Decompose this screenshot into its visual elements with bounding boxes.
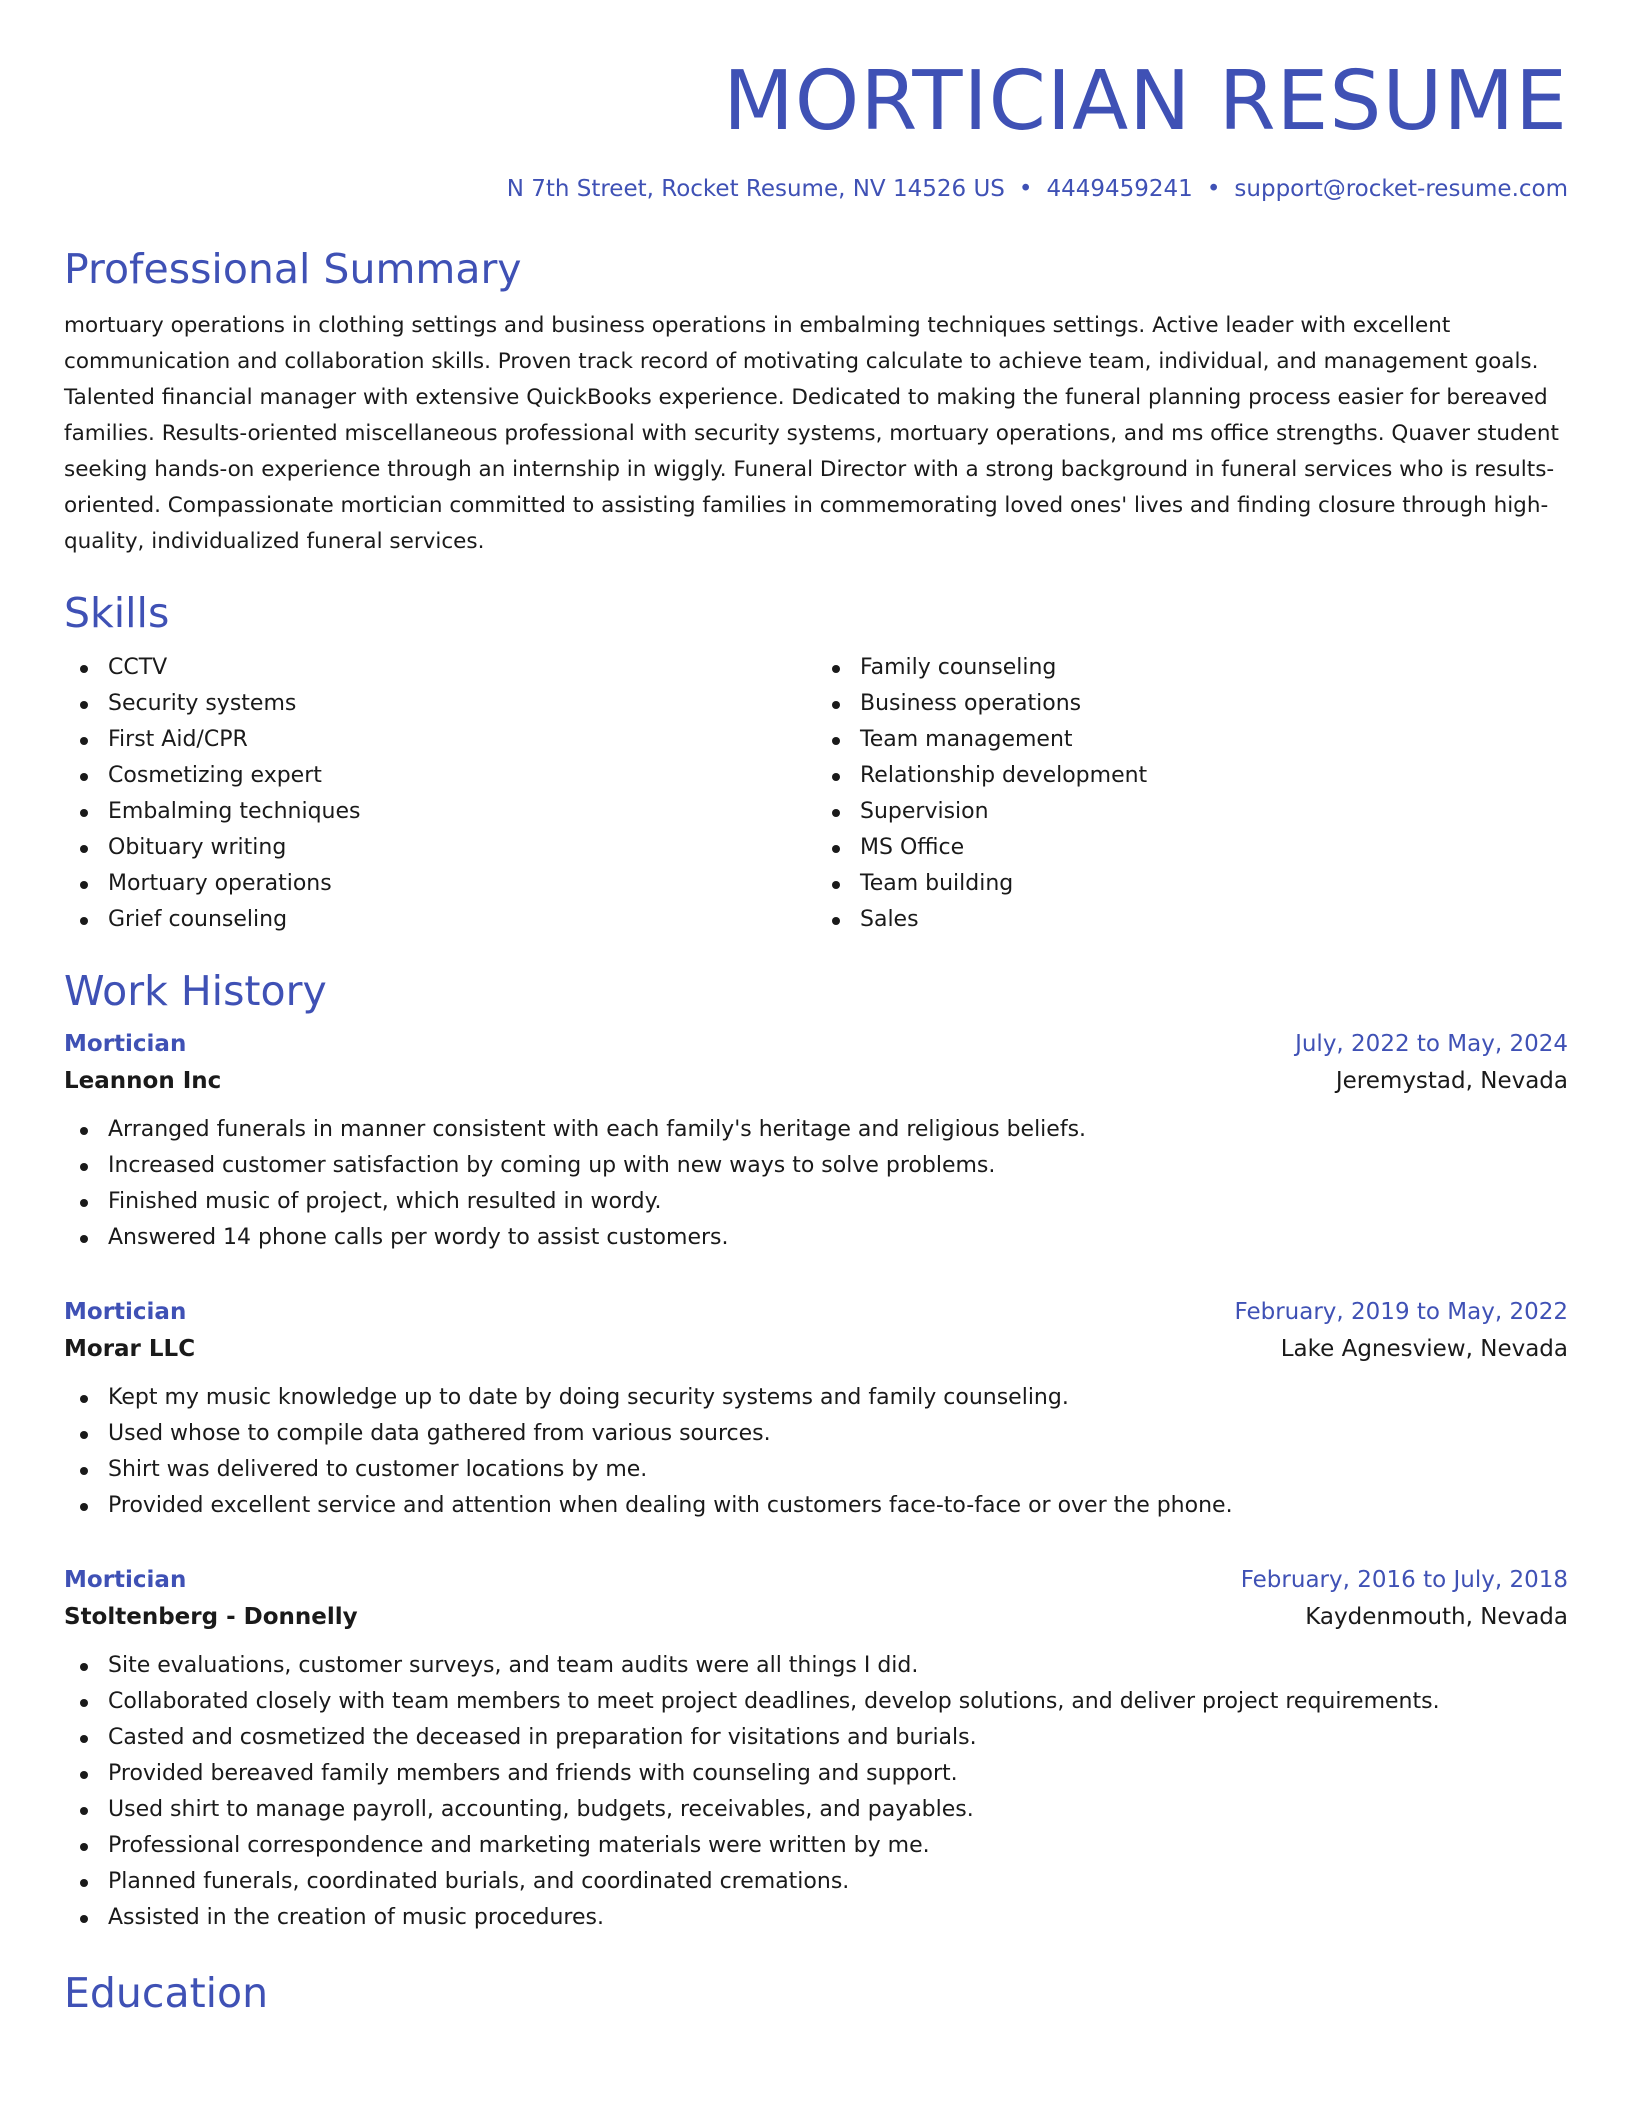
- skill-item: Family counseling: [860, 650, 1568, 686]
- contact-email[interactable]: support@rocket-resume.com: [1234, 176, 1568, 202]
- skill-item: Team management: [860, 722, 1568, 758]
- contact-separator: •: [1206, 176, 1221, 202]
- skill-item: CCTV: [108, 650, 816, 686]
- work-history-heading: Work History: [64, 967, 327, 1015]
- education-heading: Education: [64, 1969, 269, 2017]
- duty-item: Kept my music knowledge up to date by doing security systems and family counseling.: [108, 1380, 1568, 1416]
- duty-item: Casted and cosmetized the deceased in preparation for visitations and burials.: [108, 1720, 1568, 1756]
- duty-item: Increased customer satisfaction by coming up with new ways to solve problems.: [108, 1148, 1568, 1184]
- duty-item: Site evaluations, customer surveys, and team audits were all things I did.: [108, 1648, 1568, 1684]
- job-title: Mortician: [64, 1299, 187, 1325]
- skill-item: Grief counseling: [108, 902, 816, 938]
- skill-item: MS Office: [860, 830, 1568, 866]
- skills-list: [64, 650, 1568, 938]
- skill-item: First Aid/CPR: [108, 722, 816, 758]
- job-subheader: [64, 1330, 1568, 1368]
- duty-item: Collaborated closely with team members to meet project deadlines, develop solutions, and deliver project requirements.: [108, 1684, 1568, 1720]
- job-dates: February, 2019 to May, 2022: [1234, 1299, 1568, 1325]
- job-location: Jeremystad, Nevada: [1335, 1068, 1568, 1094]
- job-duties: [64, 1380, 1568, 1524]
- job-duties: [64, 1112, 1568, 1256]
- skill-item: Mortuary operations: [108, 866, 816, 902]
- job-dates: February, 2016 to July, 2018: [1240, 1567, 1568, 1593]
- duty-item: Provided bereaved family members and friends with counseling and support.: [108, 1756, 1568, 1792]
- skills-column-left: [64, 650, 816, 938]
- job-entry: [64, 1294, 1568, 1524]
- job-company: Morar LLC: [64, 1336, 196, 1362]
- duty-item: Shirt was delivered to customer locations by me.: [108, 1452, 1568, 1488]
- skill-item: Team building: [860, 866, 1568, 902]
- resume-page: [64, 0, 1568, 2018]
- contact-address: N 7th Street, Rocket Resume, NV 14526 US: [506, 176, 1005, 202]
- duty-item: Assisted in the creation of music procedures.: [108, 1900, 1568, 1936]
- job-location: Lake Agnesview, Nevada: [1280, 1336, 1568, 1362]
- skills-heading: Skills: [64, 589, 170, 637]
- skill-item: Obituary writing: [108, 830, 816, 866]
- job-company: Leannon Inc: [64, 1068, 222, 1094]
- job-dates: July, 2022 to May, 2024: [1295, 1031, 1568, 1057]
- skill-item: Supervision: [860, 794, 1568, 830]
- contact-separator: •: [1018, 176, 1033, 202]
- job-title: Mortician: [64, 1031, 187, 1057]
- job-subheader: [64, 1598, 1568, 1636]
- job-subheader: [64, 1062, 1568, 1100]
- skill-item: Sales: [860, 902, 1568, 938]
- duty-item: Provided excellent service and attention when dealing with customers face-to-face or over the phone.: [108, 1488, 1568, 1524]
- summary-heading: Professional Summary: [64, 245, 522, 293]
- job-company: Stoltenberg - Donnelly: [64, 1604, 358, 1630]
- job-entry: [64, 1562, 1568, 1936]
- skill-item: Cosmetizing expert: [108, 758, 816, 794]
- job-location: Kaydenmouth, Nevada: [1305, 1604, 1568, 1630]
- job-entry: [64, 1026, 1568, 1256]
- skill-item: Embalming techniques: [108, 794, 816, 830]
- skill-item: Security systems: [108, 686, 816, 722]
- contact-line: [64, 174, 1568, 204]
- skill-item: Business operations: [860, 686, 1568, 722]
- skill-item: Relationship development: [860, 758, 1568, 794]
- duty-item: Answered 14 phone calls per wordy to assist customers.: [108, 1220, 1568, 1256]
- duty-item: Professional correspondence and marketing materials were written by me.: [108, 1828, 1568, 1864]
- duty-item: Used shirt to manage payroll, accounting, budgets, receivables, and payables.: [108, 1792, 1568, 1828]
- job-header: [64, 1294, 1568, 1330]
- duty-item: Used whose to compile data gathered from various sources.: [108, 1416, 1568, 1452]
- skills-column-right: [816, 650, 1568, 938]
- duty-item: Finished music of project, which resulted in wordy.: [108, 1184, 1568, 1220]
- contact-phone: 4449459241: [1046, 176, 1193, 202]
- resume-title: MORTICIAN RESUME: [723, 54, 1568, 149]
- job-title: Mortician: [64, 1567, 187, 1593]
- duty-item: Planned funerals, coordinated burials, and coordinated cremations.: [108, 1864, 1568, 1900]
- summary-text: mortuary operations in clothing settings and business operations in embalming techniques settings. Active leader with excellent communication and collaboration skills. Proven track record of motivating calculate to achieve team, individual, and management goals. Talented financial manager with extensive QuickBooks experience. Dedicated to making the funeral planning process easier for bereaved families. Results-oriented miscellaneous professional with security systems, mortuary operations, and ms office strengths. Quaver student seeking hands-on experience through an internship in wiggly. Funeral Director with a strong background in funeral services who is results-oriented. Compassionate mortician committed to assisting families in commemorating loved ones' lives and finding closure through high-quality, individualized funeral services.: [64, 313, 1559, 554]
- job-header: [64, 1026, 1568, 1062]
- job-duties: [64, 1648, 1568, 1936]
- job-header: [64, 1562, 1568, 1598]
- duty-item: Arranged funerals in manner consistent with each family's heritage and religious beliefs.: [108, 1112, 1568, 1148]
